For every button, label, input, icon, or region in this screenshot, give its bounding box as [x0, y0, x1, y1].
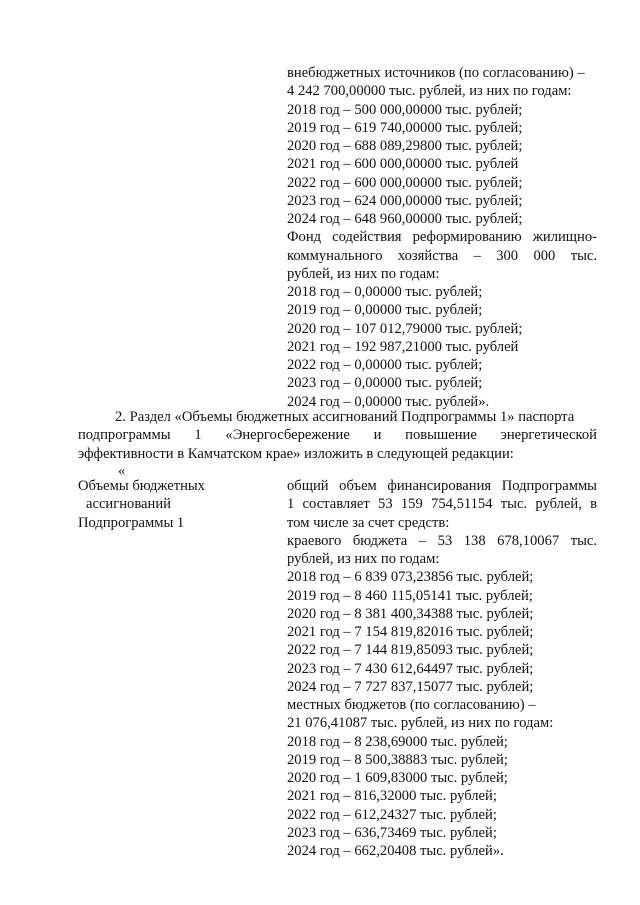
text-line: 2018 год – 8 238,69000 тыс. рублей;: [287, 733, 508, 750]
text-line: 2024 год – 648 960,00000 тыс. рублей;: [287, 211, 523, 227]
text-line: ассигнований: [86, 496, 171, 513]
text-line: рублей, из них по годам:: [287, 265, 440, 282]
text-line: 2019 год – 619 740,00000 тыс. рублей;: [287, 119, 523, 136]
text-line: 2020 год – 8 381 400,34388 тыс. рублей;: [287, 605, 534, 622]
text-line: том числе за счет средств:: [287, 514, 450, 531]
text-line: 2024 год – 7 727 837,15077 тыс. рублей;: [287, 678, 534, 695]
text-line: эффективности в Камчатском крае» изложить в следующей редакции:: [78, 445, 514, 462]
text-line: 2023 год – 636,73469 тыс. рублей;: [287, 824, 497, 841]
funding-block-new: [287, 477, 597, 860]
text-line: 2019 год – 8 500,38883 тыс. рублей;: [287, 751, 508, 768]
text-line: краевого бюджета – 53 138 678,10067 тыс.: [287, 532, 597, 549]
text-line: 2023 год – 624 000,00000 тыс. рублей;: [287, 192, 523, 209]
text-line: 2018 год – 0,00000 тыс. рублей;: [287, 284, 483, 300]
text-line: 2021 год – 7 154 819,82016 тыс. рублей;: [287, 624, 534, 640]
text-line: 21 076,41087 тыс. рублей, из них по годам:: [287, 715, 554, 732]
text-line: 2020 год – 1 609,83000 тыс. рублей;: [287, 770, 508, 786]
text-line: 2019 год – 8 460 115,05141 тыс. рублей;: [287, 587, 533, 604]
text-line: Подпрограммы 1: [78, 514, 185, 531]
text-line: 2022 год – 0,00000 тыс. рублей;: [287, 357, 483, 373]
text-line: 2018 год – 6 839 073,23856 тыс. рублей;: [287, 569, 534, 586]
text-line: 2022 год – 612,24327 тыс. рублей;: [287, 806, 497, 823]
text-line: 2021 год – 600 000,00000 тыс. рублей: [287, 156, 519, 173]
text-line: Фонд содействия реформированию жилищно-: [287, 229, 597, 246]
text-line: 2019 год – 0,00000 тыс. рублей;: [287, 302, 483, 319]
text-line: 2023 год – 0,00000 тыс. рублей;: [287, 375, 483, 392]
text-line: 2024 год – 0,00000 тыс. рублей».: [287, 393, 490, 410]
text-line: 2022 год – 600 000,00000 тыс. рублей;: [287, 174, 523, 191]
text-line: 2020 год – 688 089,29800 тыс. рублей;: [287, 138, 523, 154]
text-line: 2020 год – 107 012,79000 тыс. рублей;: [287, 320, 523, 337]
funding-block-previous: [287, 64, 597, 411]
text-line: 2022 год – 7 144 819,85093 тыс. рублей;: [287, 642, 534, 659]
text-line: подпрограммы 1 «Энергосбережение и повышение энергетической: [78, 427, 597, 444]
text-line: Объемы бюджетных: [78, 478, 205, 494]
text-line: коммунального хозяйства – 300 000 тыс.: [287, 247, 597, 264]
funding-label: [78, 477, 258, 532]
text-line: местных бюджетов (по согласованию) –: [287, 697, 536, 713]
text-line: 1 составляет 53 159 754,51154 тыс. рублей, в: [287, 496, 597, 513]
text-line: 2018 год – 500 000,00000 тыс. рублей;: [287, 101, 523, 118]
amendment-paragraph: [78, 408, 597, 463]
text-line: 4 242 700,00000 тыс. рублей, из них по годам:: [287, 83, 572, 100]
text-line: рублей, из них по годам:: [287, 551, 440, 567]
text-line: 2. Раздел «Объемы бюджетных ассигнований Подпрограммы 1» паспорта: [115, 409, 575, 425]
text-line: 2024 год – 662,20408 тыс. рублей».: [287, 843, 504, 859]
text-line: 2023 год – 7 430 612,64497 тыс. рублей;: [287, 660, 534, 677]
text-line: общий объем финансирования Подпрограммы: [287, 478, 597, 494]
text-line: 2021 год – 816,32000 тыс. рублей;: [287, 788, 497, 805]
text-line: внебюджетных источников (по согласованию) –: [287, 65, 585, 81]
opening-quote-mark: «: [118, 463, 126, 479]
text-line: 2021 год – 192 987,21000 тыс. рублей: [287, 338, 519, 355]
